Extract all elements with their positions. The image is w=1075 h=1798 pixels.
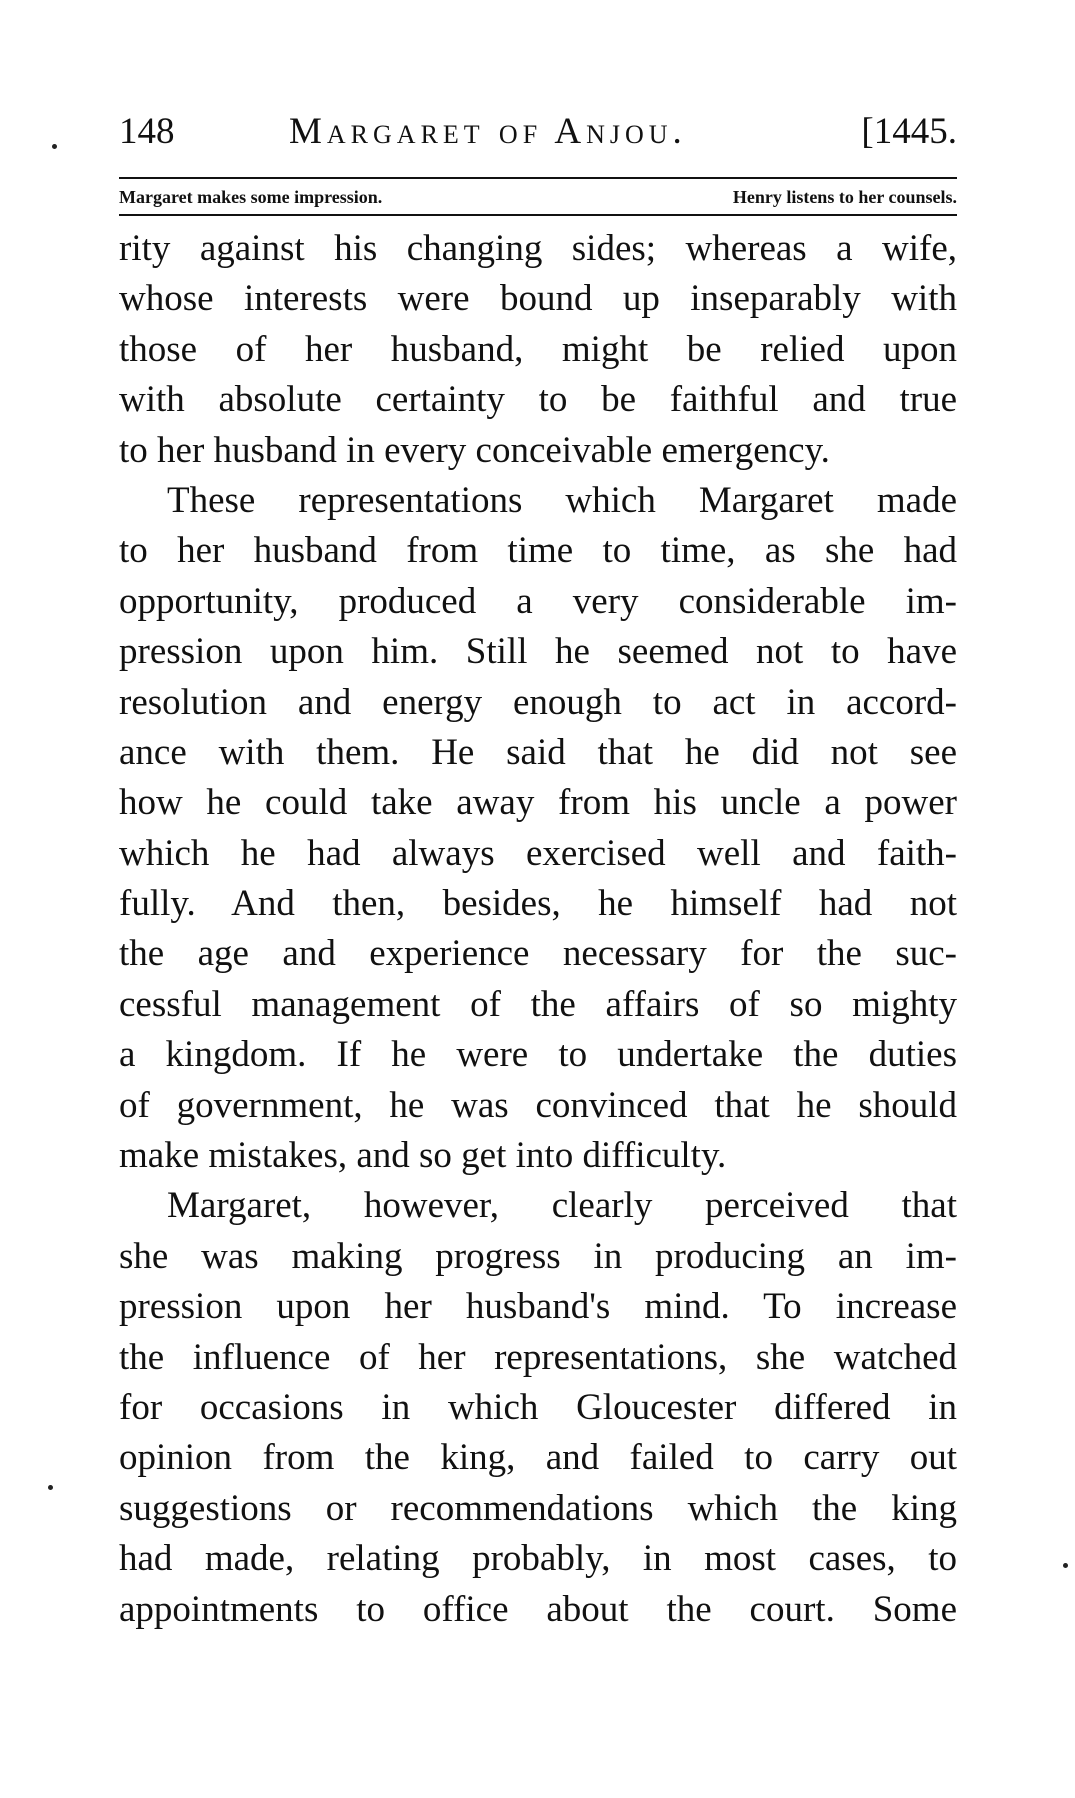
text-line: cessful management of the affairs of so mighty <box>119 983 957 1025</box>
text-line: of government, he was convinced that he should <box>119 1084 957 1126</box>
text-line: suggestions or recommendations which the king <box>119 1487 957 1529</box>
year-marker: [1445. <box>861 111 957 152</box>
subhead-right: Henry listens to her counsels. <box>732 187 957 207</box>
text-line: she was making progress in producing an im- <box>119 1235 957 1277</box>
text-line: ance with them. He said that he did not see <box>119 731 957 773</box>
text-line: pression upon him. Still he seemed not to have <box>119 631 957 673</box>
text-line: for occasions in which Gloucester differed in <box>119 1386 957 1428</box>
text-line: the influence of her representations, she watched <box>119 1336 957 1378</box>
text-line: appointments to office about the court. Some <box>119 1588 957 1630</box>
scan-speck <box>52 144 57 149</box>
text-line: how he could take away from his uncle a power <box>119 782 957 824</box>
scan-speck <box>48 1485 53 1490</box>
text-line: opinion from the king, and failed to carry out <box>119 1437 957 1479</box>
paragraph-start-line: Margaret, however, clearly perceived that <box>167 1185 957 1227</box>
text-line: pression upon her husband's mind. To increase <box>119 1286 957 1328</box>
text-line: make mistakes, and so get into difficulty. <box>119 1135 727 1177</box>
subhead-left: Margaret makes some impression. <box>119 187 383 207</box>
paragraph-start-line: These representations which Margaret made <box>167 479 957 521</box>
book-title: Margaret of Anjou. <box>289 111 687 152</box>
text-line: had made, relating probably, in most cases, to <box>119 1538 957 1580</box>
header-rule-bottom <box>119 214 957 216</box>
running-head <box>119 108 957 156</box>
text-line: fully. And then, besides, he himself had not <box>119 883 957 925</box>
text-line: a kingdom. If he were to undertake the duties <box>119 1034 957 1076</box>
text-line: to her husband in every conceivable emergency. <box>119 429 830 471</box>
header-rule-top <box>119 177 957 179</box>
text-line: with absolute certainty to be faithful and true <box>119 379 957 421</box>
page-number: 148 <box>119 111 175 152</box>
text-line: resolution and energy enough to act in accord- <box>119 681 957 723</box>
text-line: to her husband from time to time, as she had <box>119 530 957 572</box>
scan-speck <box>1063 1563 1068 1568</box>
text-line: opportunity, produced a very considerable im- <box>119 580 957 622</box>
text-line: rity against his changing sides; whereas a wife, <box>119 228 957 269</box>
body-text <box>119 224 957 1635</box>
text-line: which he had always exercised well and faith- <box>119 832 957 874</box>
text-line: the age and experience necessary for the suc- <box>119 933 957 975</box>
text-line: those of her husband, might be relied upon <box>119 328 957 370</box>
text-line: whose interests were bound up inseparably with <box>119 278 957 320</box>
marginal-subheads <box>119 184 957 210</box>
